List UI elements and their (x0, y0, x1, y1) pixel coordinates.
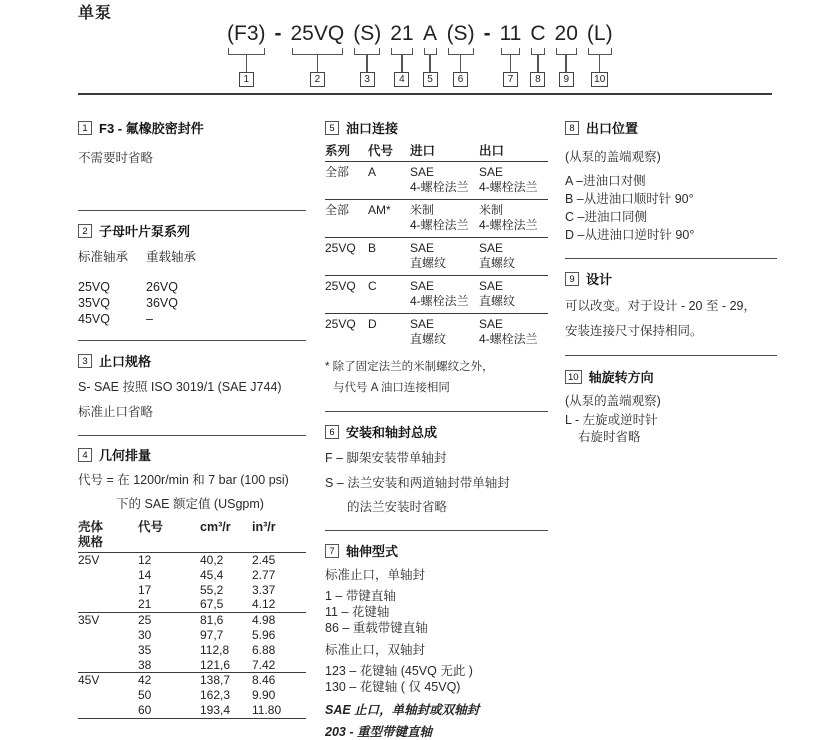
code-segment-shaft (500, 22, 522, 87)
section-2-header (78, 221, 306, 240)
code-text: C (530, 22, 546, 45)
code-text: A (423, 22, 438, 45)
section-2-title: 子母叶片泵系列 (99, 224, 191, 239)
col-header-in3: in³/r (252, 520, 276, 534)
std-bearing-label: 标准轴承 (78, 250, 129, 264)
port-footnote-1: * 除了固定法兰的米制螺纹之外， (325, 361, 494, 373)
section-6-line1: F – 脚架安装带单轴封 (325, 451, 447, 465)
std-series: 25VQ (78, 280, 110, 294)
bracket-shape (448, 48, 474, 55)
bracket-shape (391, 48, 412, 55)
stem-line (429, 55, 431, 72)
table-row: 45V 42 138,7 8.46 (78, 673, 276, 688)
code-numbox-8: 8 (530, 72, 545, 87)
code-numbox-7: 7 (503, 72, 518, 87)
rotation-option: L - 左旋或逆时针 (565, 413, 658, 427)
bracket-shape (531, 48, 544, 55)
shaft-option: 123 – 花键轴 (45VQ 无此 ) (325, 664, 473, 678)
port-table-row: 25VQ B SAE 直螺纹 SAE 直螺纹 (325, 238, 548, 276)
section-7-title: 轴伸型式 (346, 544, 399, 559)
divider (565, 355, 777, 356)
stem-line (246, 55, 248, 72)
shaft-option: 86 – 重载带键直轴 (325, 621, 428, 635)
stem-line (317, 55, 319, 72)
section-1-numbox: 1 (78, 121, 92, 135)
std-series: 45VQ (78, 312, 110, 326)
col-header-outlet: 出口 (479, 144, 505, 158)
bracket-shape (556, 48, 577, 55)
divider (325, 530, 548, 531)
code-numbox-2: 2 (310, 72, 325, 87)
divider (78, 210, 306, 211)
outlet-option: C –进油口同侧 (565, 210, 647, 224)
section-3-numbox: 3 (78, 354, 92, 368)
heavy-series: 26VQ (146, 280, 178, 294)
code-numbox-6: 6 (453, 72, 468, 87)
table-row: 14 45,4 2.77 (138, 567, 276, 582)
table-row: 30 97,7 5.96 (138, 627, 276, 642)
shaft-option: 1 – 带键直轴 (325, 589, 396, 603)
code-text: (S) (353, 22, 382, 45)
section-4-header (78, 445, 306, 464)
shaft-group1-label: 标准止口，单轴封 (325, 568, 426, 582)
outlet-option: B –从进油口顺时针 90° (565, 192, 694, 206)
model-code-diagram (227, 22, 613, 87)
bearing-row (78, 295, 306, 311)
heavy-bearing-label: 重载轴承 (146, 250, 197, 264)
section-10-subtitle: (从泵的盖端观察) (565, 394, 661, 408)
stem-line (366, 55, 368, 72)
code-numbox-3: 3 (360, 72, 375, 87)
code-segment-outlet-pos (530, 22, 545, 87)
section-9-numbox: 9 (565, 272, 579, 286)
section-9-header (565, 269, 777, 288)
section-6-title: 安装和轴封总成 (346, 425, 438, 440)
port-footnote-2: 与代号 A 油口连接相同 (333, 382, 450, 394)
section-6-line3: 的法兰安装时省略 (347, 500, 448, 514)
table-row: 50 162,3 9.90 (138, 688, 276, 703)
bracket-shape (228, 48, 265, 55)
table-row: 17 55,2 3.37 (138, 582, 276, 597)
rotation-note: 右旋时省略 (578, 430, 641, 444)
bracket-shape (292, 48, 344, 55)
stem-line (537, 55, 539, 72)
code-numbox-1: 1 (239, 72, 254, 87)
section-6-line2: S – 法兰安装和两道轴封带单轴封 (325, 476, 510, 490)
section-5-title: 油口连接 (346, 121, 399, 136)
stem-line (565, 55, 567, 72)
displacement-table-header (78, 520, 306, 553)
stem-line (599, 55, 601, 72)
port-table-row: 25VQ D SAE 直螺纹 SAE 4-螺栓法兰 (325, 317, 538, 346)
section-8-title: 出口位置 (586, 121, 639, 136)
bracket-shape (424, 48, 437, 55)
outlet-option: D –从进油口逆时针 90° (565, 228, 695, 242)
code-text: (L) (586, 22, 613, 45)
left-column (78, 112, 306, 719)
table-row: 60 193,4 11.80 (78, 703, 306, 719)
code-text: 11 (499, 22, 522, 45)
section-3-title: 止口规格 (99, 354, 152, 369)
col-header-inlet: 进口 (410, 144, 436, 158)
col-header-code: 代号 (138, 520, 164, 534)
outlet-option: A –进油口对侧 (565, 174, 646, 188)
table-row: 35V 25 81,6 4.98 (78, 613, 276, 628)
code-dash: - (274, 22, 282, 45)
code-numbox-9: 9 (559, 72, 574, 87)
col-header-cm3: cm³/r (200, 520, 231, 534)
col-header-size: 壳体 规格 (78, 520, 104, 549)
code-segment-port-conn (423, 22, 438, 87)
code-segment-port-spec (353, 22, 381, 87)
code-segment-rotation (587, 22, 613, 87)
section-4-note1: 代号 = 在 1200r/min 和 7 bar (100 psi) (78, 473, 289, 487)
shaft-option: 11 – 花键轴 (325, 605, 390, 619)
code-segment-series (291, 22, 345, 87)
table-row: 25V 12 40,2 2.45 (78, 553, 276, 567)
code-dash: - (483, 22, 491, 45)
heavy-series: 36VQ (146, 296, 178, 310)
bracket-shape (501, 48, 521, 55)
stem-line (460, 55, 462, 72)
section-10-title: 轴旋转方向 (588, 370, 654, 385)
bearing-row (78, 311, 306, 327)
shaft-option: 130 – 花键轴 ( 仅 45VQ) (325, 680, 461, 694)
bearing-column-headers (78, 249, 306, 265)
section-7-header (325, 541, 548, 560)
code-numbox-5: 5 (423, 72, 438, 87)
page-title: 单泵 (78, 5, 113, 22)
right-column (565, 112, 777, 446)
section-9-line2: 安装连接尺寸保持相同。 (565, 324, 703, 338)
port-table-header (325, 143, 548, 162)
divider (78, 435, 306, 436)
bracket-shape (354, 48, 380, 55)
section-1-title: F3 - 氟橡胶密封件 (99, 121, 204, 136)
code-text: (S) (446, 22, 475, 45)
table-row: 21 67,5 4.12 (78, 597, 306, 613)
divider (78, 340, 306, 341)
section-1-header (78, 118, 306, 137)
stem-line (510, 55, 512, 72)
port-table-row: 25VQ C SAE 4-螺栓法兰 SAE 直螺纹 (325, 276, 548, 314)
code-numbox-10: 10 (591, 72, 608, 87)
code-numbox-4: 4 (394, 72, 409, 87)
code-text: 21 (390, 22, 414, 45)
code-segment-f3 (227, 22, 266, 87)
section-2-numbox: 2 (78, 224, 92, 238)
section-4-numbox: 4 (78, 448, 92, 462)
section-8-header (565, 118, 777, 137)
section-3-header (78, 351, 306, 370)
section-1-body: 不需要时省略 (78, 151, 154, 165)
shaft-group2-label: 标准止口，双轴封 (325, 643, 426, 657)
shaft-group3-label: SAE 止口，单轴封或双轴封 (325, 703, 480, 717)
code-segment-design (555, 22, 578, 87)
header-divider (78, 93, 772, 95)
section-9-title: 设计 (586, 272, 613, 287)
table-row: 38 121,6 7.42 (78, 658, 306, 674)
code-segment-displacement (390, 22, 413, 87)
section-5-numbox: 5 (325, 121, 339, 135)
port-table-row: 全部 AM* 米制 4-螺栓法兰 米制 4-螺栓法兰 (325, 200, 548, 238)
section-7-numbox: 7 (325, 544, 339, 558)
section-8-subtitle: (从泵的盖端观察) (565, 150, 661, 164)
table-row: 35 112,8 6.88 (138, 642, 276, 657)
section-9-line1: 可以改变。对于设计 - 20 至 - 29， (565, 299, 756, 313)
port-table-row: 全部 A SAE 4-螺栓法兰 SAE 4-螺栓法兰 (325, 162, 548, 200)
middle-column (325, 112, 548, 740)
code-text: (F3) (227, 22, 266, 45)
stem-line (401, 55, 403, 72)
heavy-series: – (146, 312, 153, 326)
section-5-header (325, 118, 548, 137)
displacement-table (78, 520, 306, 719)
section-6-header (325, 422, 548, 441)
section-4-note2: 下的 SAE 额定值 (USgpm) (116, 497, 264, 511)
col-header-code: 代号 (368, 144, 394, 158)
section-4-title: 几何排量 (99, 448, 152, 463)
section-10-header (565, 367, 777, 386)
bracket-shape (588, 48, 612, 55)
section-3-line2: 标准止口省略 (78, 405, 154, 419)
code-segment-mounting (447, 22, 475, 87)
section-6-numbox: 6 (325, 425, 339, 439)
section-3-line1: S- SAE 按照 ISO 3019/1 (SAE J744) (78, 380, 282, 394)
divider (325, 411, 548, 412)
code-text: 25VQ (290, 22, 345, 45)
std-series: 35VQ (78, 296, 110, 310)
col-header-series: 系列 (325, 144, 351, 158)
code-text: 20 (554, 22, 578, 45)
section-8-numbox: 8 (565, 121, 579, 135)
section-10-numbox: 10 (565, 370, 582, 384)
divider (565, 258, 777, 259)
bearing-row (78, 279, 306, 295)
shaft-option: 203 - 重型带键直轴 (325, 725, 432, 739)
